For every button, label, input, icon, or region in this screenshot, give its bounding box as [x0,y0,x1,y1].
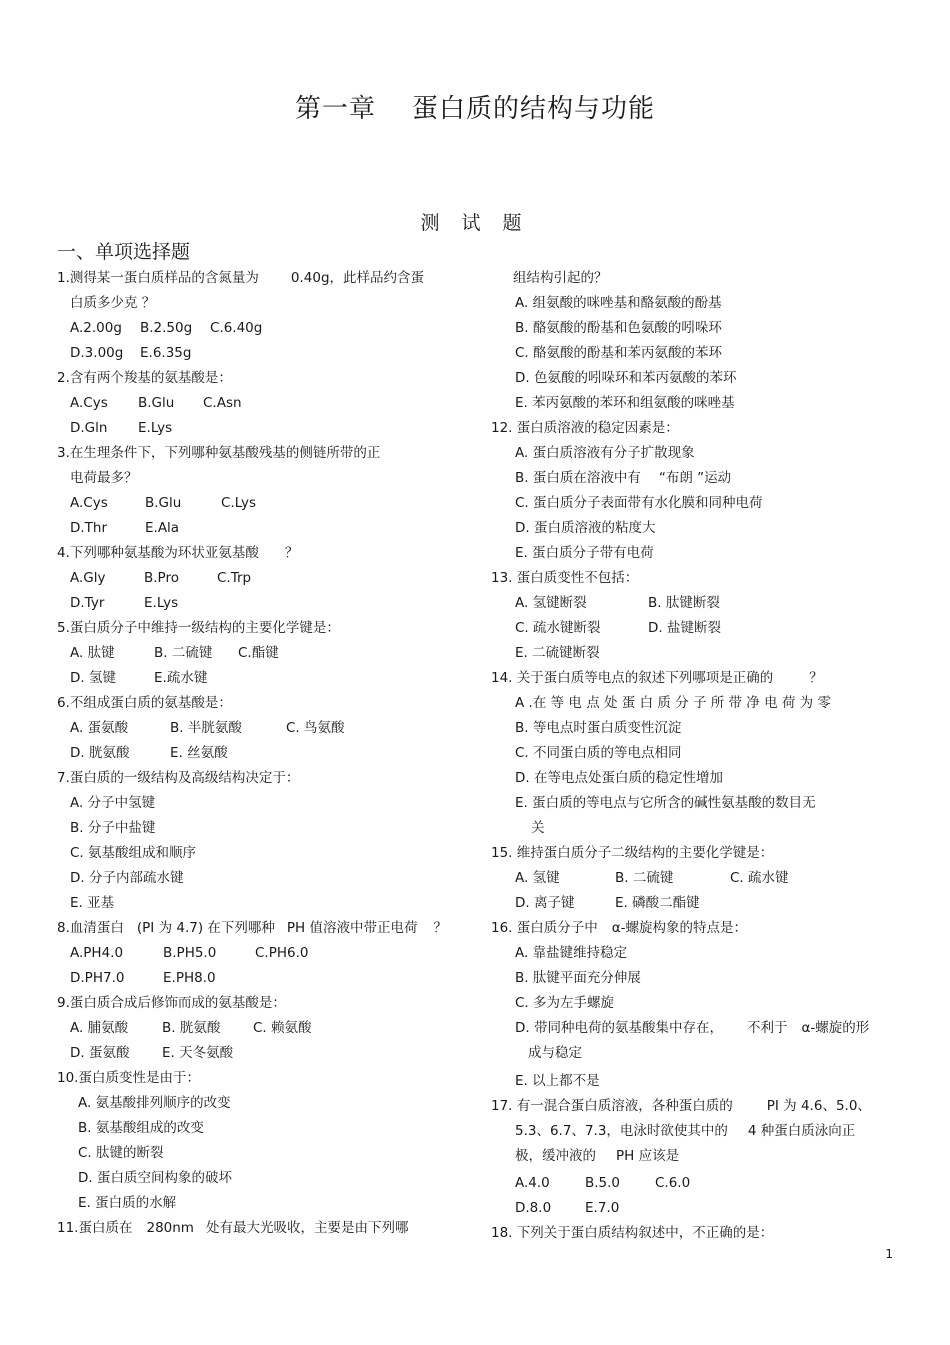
q4-options-row1: A.Gly B.Pro C.Trp [70,570,252,586]
chapter-number: 第一章 [294,94,376,124]
q11-option-c: C. 酪氨酸的酚基和苯丙氨酸的苯环 [515,345,723,361]
q5-options-row2: D. 氢键 E.疏水键 [70,670,208,686]
q2-options-row2: D.Gln E.Lys [70,420,173,436]
q14-option-e: E. 蛋白质的等电点与它所含的碱性氨基酸的数目无 [515,795,816,811]
q14-option-b: B. 等电点时蛋白质变性沉淀 [515,720,682,736]
q5-options-row1: A. 肽键 B. 二硫键 C.酯键 [70,645,279,661]
q1-options-row1: A.2.00g B.2.50g C.6.40g [70,320,263,336]
q16-option-d: D. 带同种电荷的氨基酸集中存在， 不利于 α-螺旋的形 [515,1020,870,1036]
question-11: 11.蛋白质在 280nm 处有最大光吸收，主要是由下列哪 [57,1220,409,1236]
q17-options-row1: A.4.0 B.5.0 C.6.0 [515,1175,691,1191]
question-4: 4.下列哪种氨基酸为环状亚氨基酸 ？ [57,545,299,561]
q14-option-a: A .在 等 电 点 处 蛋 白 质 分 子 所 带 净 电 荷 为 零 [515,695,831,711]
q7-option-d: D. 分子内部疏水键 [70,870,184,886]
question-15: 15. 维持蛋白质分子二级结构的主要化学键是： [491,845,774,861]
q10-option-d: D. 蛋白质空间构象的破坏 [78,1170,232,1186]
q12-option-d: D. 蛋白质溶液的粘度大 [515,520,656,536]
q9-options-row1: A. 脯氨酸 B. 胱氨酸 C. 赖氨酸 [70,1020,312,1036]
q9-options-row2: D. 蛋氨酸 E. 天冬氨酸 [70,1045,234,1061]
q13-options-row1: A. 氢键断裂 B. 肽键断裂 [515,595,720,611]
question-9: 9.蛋白质合成后修饰而成的氨基酸是： [57,995,286,1011]
question-11-cont: 组结构引起的？ [513,270,608,286]
chapter-title [0,88,950,125]
q12-option-c: C. 蛋白质分子表面带有水化膜和同种电荷 [515,495,763,511]
question-10: 10.蛋白质变性是由于： [57,1070,200,1086]
q3-options-row2: D.Thr E.Ala [70,520,180,536]
q8-options-row1: A.PH4.0 B.PH5.0 C.PH6.0 [70,945,309,961]
question-12: 12. 蛋白质溶液的稳定因素是： [491,420,679,436]
q7-option-a: A. 分子中氢键 [70,795,156,811]
q11-option-e: E. 苯丙氨酸的苯环和组氨酸的咪唑基 [515,395,735,411]
q10-option-c: C. 肽键的断裂 [78,1145,164,1161]
q11-option-b: B. 酪氨酸的酚基和色氨酸的吲哚环 [515,320,722,336]
left-column [57,266,452,1241]
q15-options-row1: A. 氢键 B. 二硫键 C. 疏水键 [515,870,789,886]
q10-option-e: E. 蛋白质的水解 [78,1195,177,1211]
q7-option-c: C. 氨基酸组成和顺序 [70,845,197,861]
q12-option-b: B. 蛋白质在溶液中有 “布朗 ”运动 [515,470,732,486]
q4-options-row2: D.Tyr E.Lys [70,595,179,611]
q14-option-e-cont: 关 [531,820,545,836]
test-subtitle: 测 试 题 [420,212,530,234]
question-13: 13. 蛋白质变性不包括： [491,570,639,586]
question-17-cont1: 5.3、6.7、7.3，电泳时欲使其中的 4 种蛋白质泳向正 [515,1123,856,1139]
q16-option-d-cont: 成与稳定 [528,1045,582,1061]
question-18: 18. 下列关于蛋白质结构叙述中，不正确的是： [491,1225,774,1241]
q16-option-e: E. 以上都不是 [515,1073,600,1089]
question-17-cont2: 极，缓冲液的 PH 应该是 [515,1148,680,1164]
q2-options-row1: A.Cys B.Glu C.Asn [70,395,242,411]
q12-option-a: A. 蛋白质溶液有分子扩散现象 [515,445,695,461]
q10-option-a: A. 氨基酸排列顺序的改变 [78,1095,231,1111]
q8-options-row2: D.PH7.0 E.PH8.0 [70,970,216,986]
q6-options-row2: D. 胱氨酸 E. 丝氨酸 [70,745,228,761]
q13-option-e: E. 二硫键断裂 [515,645,600,661]
q6-options-row1: A. 蛋氨酸 B. 半胱氨酸 C. 鸟氨酸 [70,720,345,736]
question-7: 7.蛋白质的一级结构及高级结构决定于： [57,770,300,786]
q16-option-c: C. 多为左手螺旋 [515,995,615,1011]
q10-option-b: B. 氨基酸组成的改变 [78,1120,204,1136]
q7-option-e: E. 亚基 [70,895,115,911]
question-2: 2.含有两个羧基的氨基酸是： [57,370,232,386]
q16-option-a: A. 靠盐键维持稳定 [515,945,628,961]
question-5: 5.蛋白质分子中维持一级结构的主要化学键是： [57,620,340,636]
right-column [491,266,896,1246]
question-1-cont: 白质多少克 ？ [70,295,156,311]
question-1: 1.测得某一蛋白质样品的含氮量为 0.40g，此样品约含蛋 [57,270,425,286]
q11-option-d: D. 色氨酸的吲哚环和苯丙氨酸的苯环 [515,370,737,386]
q17-options-row2: D.8.0 E.7.0 [515,1200,620,1216]
q11-option-a: A. 组氨酸的咪唑基和酪氨酸的酚基 [515,295,722,311]
question-14: 14. 关于蛋白质等电点的叙述下列哪项是正确的 ？ [491,670,823,686]
question-3: 3.在生理条件下，下列哪种氨基酸残基的侧链所带的正 [57,445,381,461]
question-3-cont: 电荷最多？ [70,470,138,486]
q3-options-row1: A.Cys B.Glu C.Lys [70,495,257,511]
page-number: 1 [885,1247,893,1261]
chapter-name: 蛋白质的结构与功能 [412,94,656,124]
q14-option-d: D. 在等电点处蛋白质的稳定性增加 [515,770,723,786]
question-16: 16. 蛋白质分子中 α-螺旋构象的特点是： [491,920,748,936]
section-heading: 一、单项选择题 [57,241,191,263]
question-6: 6.不组成蛋白质的氨基酸是： [57,695,232,711]
q15-options-row2: D. 离子键 E. 磷酸二酯键 [515,895,700,911]
q13-options-row2: C. 疏水键断裂 D. 盐键断裂 [515,620,721,636]
q1-options-row2: D.3.00g E.6.35g [70,345,192,361]
q7-option-b: B. 分子中盐键 [70,820,156,836]
q14-option-c: C. 不同蛋白质的等电点相同 [515,745,682,761]
q12-option-e: E. 蛋白质分子带有电荷 [515,545,654,561]
q16-option-b: B. 肽键平面充分伸展 [515,970,641,986]
question-17: 17. 有一混合蛋白质溶液，各种蛋白质的 PI 为 4.6、5.0、 [491,1098,871,1114]
question-8: 8.血清蛋白 (PI 为 4.7) 在下列哪种 PH 值溶液中带正电荷 ？ [57,920,447,936]
